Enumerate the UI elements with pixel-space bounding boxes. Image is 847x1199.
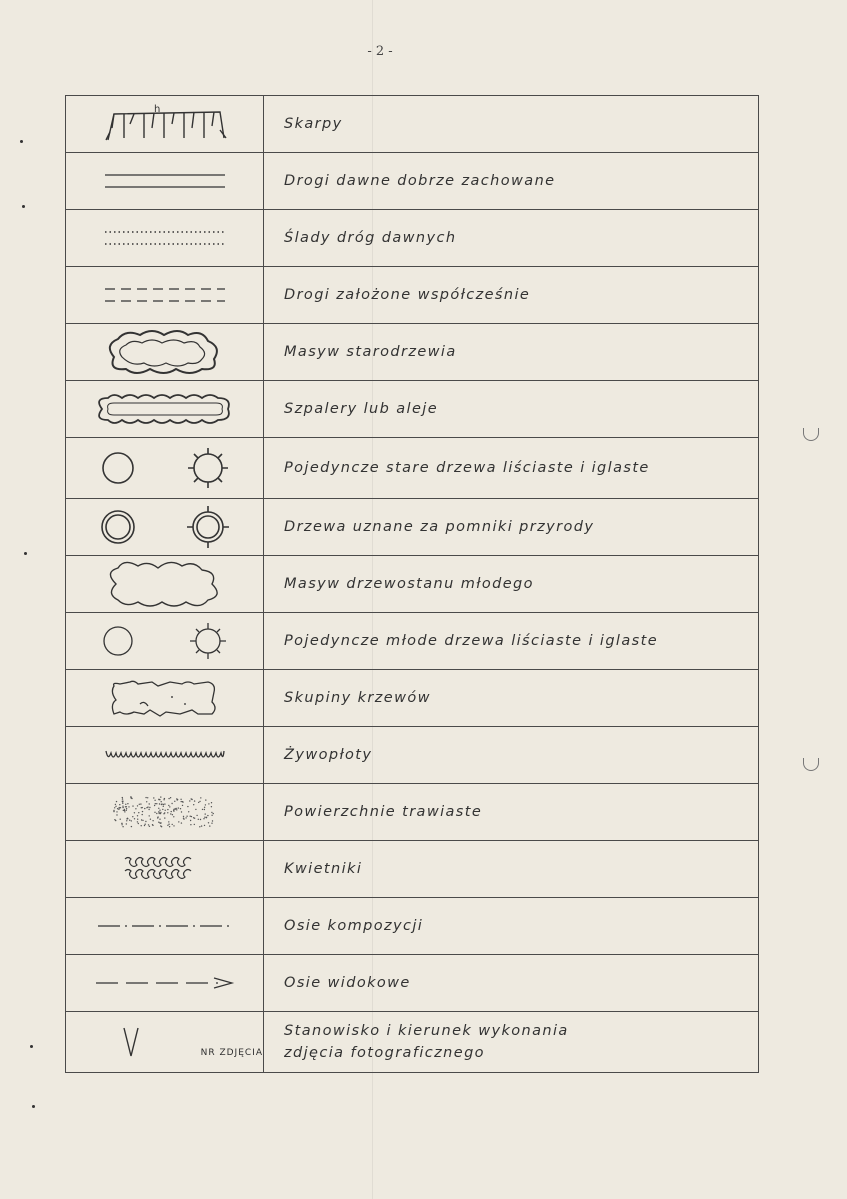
legend-label: Masyw starodrzewia [264, 324, 759, 381]
legend-label [264, 1012, 759, 1073]
legend-row [66, 381, 759, 438]
legend-row [66, 670, 759, 727]
legend-label: Drzewa uznane za pomniki przyrody [264, 499, 759, 556]
cloud-mass-old-symbol [66, 324, 264, 381]
legend-label: Żywopłoty [264, 727, 759, 784]
arrow-line-symbol [66, 955, 264, 1012]
legend-label: Masyw drzewostanu młodego [264, 556, 759, 613]
page-number: - 2 - [367, 44, 393, 59]
legend-row [66, 267, 759, 324]
legend-row [66, 438, 759, 499]
legend-row [66, 1012, 759, 1073]
cloud-mass-young-symbol [66, 556, 264, 613]
skarpy-mark: h [153, 104, 160, 115]
legend-label: Drogi dawne dobrze zachowane [264, 153, 759, 210]
legend-row [66, 898, 759, 955]
old-trees-symbol [66, 438, 264, 499]
legend-label: Skarpy [264, 96, 759, 153]
punch-hole-mark [803, 428, 819, 441]
young-trees-symbol [66, 613, 264, 670]
legend-row [66, 784, 759, 841]
photo-point-symbol [66, 1012, 264, 1073]
margin-dot [22, 205, 25, 208]
margin-dot [32, 1105, 35, 1108]
legend-label: Pojedyncze młode drzewa liściaste i iglaste [264, 613, 759, 670]
zigzag-hedge-symbol [66, 727, 264, 784]
legend-label: Drogi założone współcześnie [264, 267, 759, 324]
legend-label: Powierzchnie trawiaste [264, 784, 759, 841]
punch-hole-mark [803, 758, 819, 771]
solid-lines-symbol [66, 153, 264, 210]
legend-table [65, 95, 759, 1073]
scalloped-row-symbol [66, 381, 264, 438]
dash-dot-line-symbol [66, 898, 264, 955]
legend-row [66, 955, 759, 1012]
legend-label: Pojedyncze stare drzewa liściaste i iglaste [264, 438, 759, 499]
legend-label: Kwietniki [264, 841, 759, 898]
legend-row [66, 613, 759, 670]
legend-label: Osie kompozycji [264, 898, 759, 955]
dotted-lines-symbol [66, 210, 264, 267]
photo-label: NR ZDJĘCIA [200, 1048, 263, 1058]
monument-trees-symbol [66, 499, 264, 556]
legend-row [66, 210, 759, 267]
legend-row [66, 499, 759, 556]
shrub-group-symbol [66, 670, 264, 727]
dashed-lines-symbol [66, 267, 264, 324]
legend-label: Skupiny krzewów [264, 670, 759, 727]
legend-row [66, 727, 759, 784]
legend-label: Ślady dróg dawnych [264, 210, 759, 267]
grass-stipple [110, 794, 220, 830]
legend-label-line: zdjęcia fotograficznego [284, 1045, 485, 1061]
legend-row [66, 841, 759, 898]
legend-label-line: Stanowisko i kierunek wykonania [284, 1023, 569, 1039]
flower-bed-symbol [66, 841, 264, 898]
margin-dot [30, 1045, 33, 1048]
legend-label: Szpalery lub aleje [264, 381, 759, 438]
legend-row [66, 153, 759, 210]
margin-dot [20, 140, 23, 143]
margin-dot [24, 552, 27, 555]
legend-row [66, 556, 759, 613]
legend-label: Osie widokowe [264, 955, 759, 1012]
legend-row [66, 324, 759, 381]
skarpy-symbol [66, 96, 264, 153]
grass-stipple-symbol [66, 784, 264, 841]
legend-row [66, 96, 759, 153]
